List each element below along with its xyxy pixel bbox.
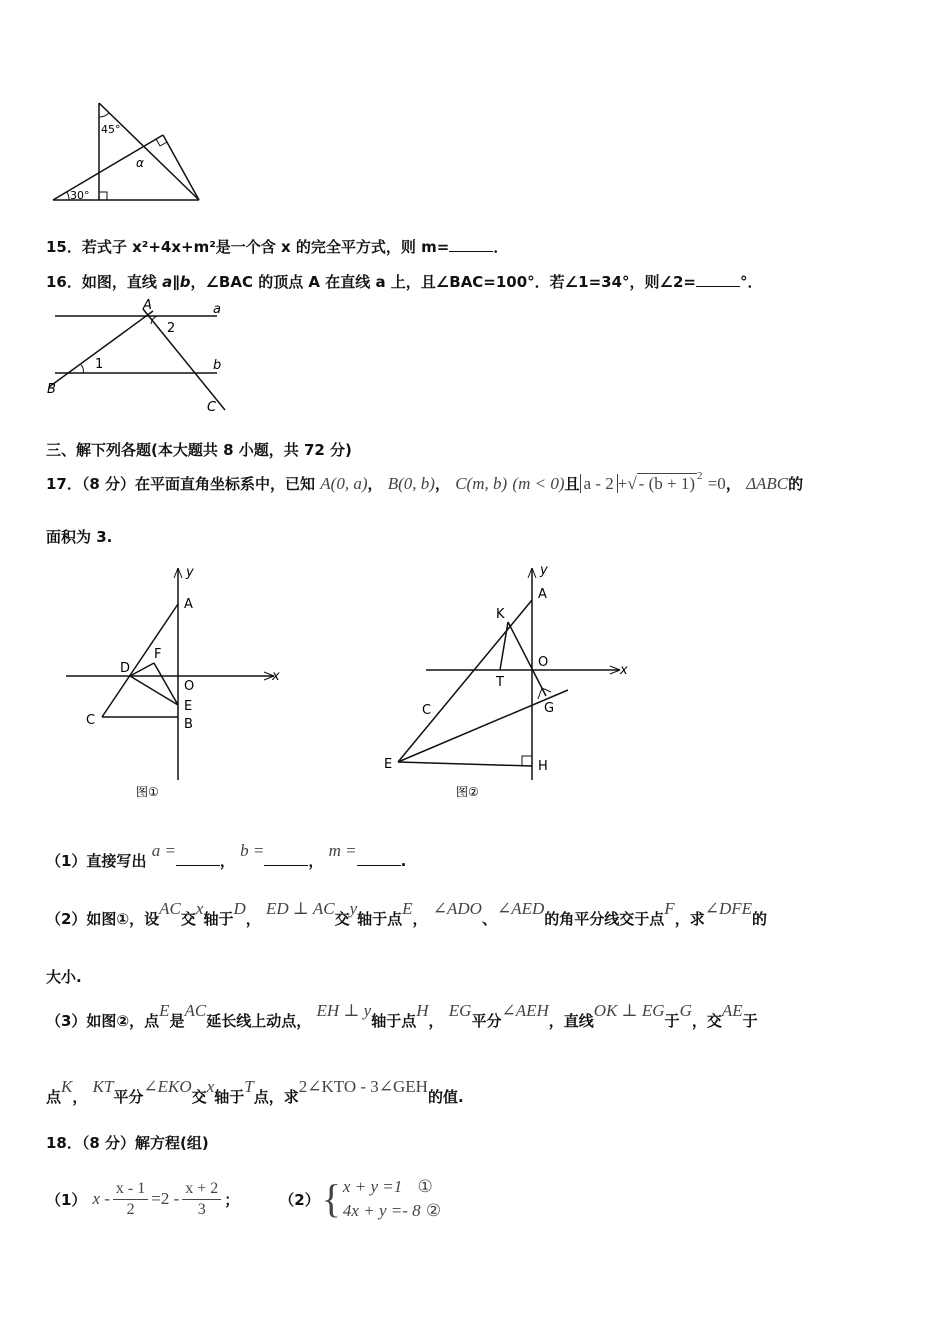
fig1-E: E — [184, 699, 193, 714]
question-18-equations: （1） x - $\frac{x - 1}{2}$ =2 - $\frac{x + 2}{3}$ ； （2） { x + y =1 ① 4x + y =- 8 ② — [46, 1176, 442, 1221]
fraction-2: $\frac{x + 2}{3}$ — [182, 1179, 221, 1220]
section-3-title: 三、解下列各题(本大题共 8 小题，共 72 分) — [46, 441, 352, 459]
fig2-x: x — [620, 663, 628, 678]
label-B: B — [47, 382, 56, 397]
question-18-title: 18．（8 分）解方程(组) — [46, 1134, 209, 1152]
equation-system: x + y =1 ① 4x + y =- 8 ② — [342, 1177, 442, 1220]
fig2-caption: 图② — [456, 785, 479, 799]
parallel-lines-figure — [45, 295, 245, 420]
label-alpha: α — [136, 156, 144, 170]
label-30: 30° — [70, 189, 90, 202]
fig1-O: O — [184, 679, 195, 694]
fig1-y: y — [186, 565, 194, 580]
fig1-x: x — [272, 669, 280, 684]
fig1-C: C — [86, 713, 96, 728]
question-16: 16．如图，直线 a∥b，∠BAC 的顶点 A 在直线 a 上，且∠BAC=100°．若∠1=34°，则∠2= °． — [46, 273, 763, 291]
fig2-C: C — [422, 703, 432, 718]
label-45: 45° — [101, 123, 121, 136]
question-17: 17．（8 分）在平面直角坐标系中，已知 A(0, a)， B(0, b)， C(m, b) (m < 0)且 a - 2 +√ - (b + 1) $^2$ =0， ΔABC的 — [46, 470, 804, 493]
fig2-K: K — [496, 607, 505, 622]
part-3: （3）如图②，点E是AC延长线上动点， EH ⊥ y轴于点H， EG平分∠AEH，直线OK ⊥ EG于G，交AE于 — [46, 1001, 758, 1030]
fig1-F: F — [154, 647, 162, 662]
label-a: a — [213, 302, 221, 317]
part-2-line2: 大小. — [46, 968, 82, 986]
label-A: A — [143, 298, 152, 313]
system-brace: { — [321, 1176, 341, 1221]
label-2: 2 — [167, 321, 176, 336]
question-15: 15．若式子 x²+4x+m²是一个含 x 的完全平方式，则 m= ． — [46, 238, 509, 256]
fig1-A: A — [184, 597, 193, 612]
blank-m — [357, 851, 401, 866]
part-3-line2: 点K， KT平分∠EKO交x轴于T点，求2∠KTO - 3∠GEH的值. — [46, 1077, 464, 1106]
answer-blank — [449, 237, 493, 252]
blank-a — [176, 851, 220, 866]
fig2-G: G — [544, 701, 555, 716]
label-b: b — [213, 358, 222, 373]
figure-1 — [60, 560, 290, 805]
question-17-line2: 面积为 3. — [46, 528, 113, 546]
blank-b — [264, 851, 308, 866]
part-1: （1）直接写出 a =， b =， m =. — [46, 841, 407, 870]
label-1: 1 — [95, 357, 104, 372]
fig2-A: A — [538, 587, 547, 602]
fig1-B: B — [184, 717, 193, 732]
fraction-1: $\frac{x - 1}{2}$ — [113, 1179, 148, 1220]
top-triangle-figure — [45, 95, 215, 210]
fig2-T: T — [496, 675, 504, 690]
figure-2 — [380, 560, 640, 805]
fig1-caption: 图① — [136, 785, 159, 799]
fig1-D: D — [120, 661, 131, 676]
answer-blank — [696, 272, 740, 287]
fig2-H: H — [538, 759, 548, 774]
fig2-E: E — [384, 757, 393, 772]
label-C: C — [207, 400, 217, 415]
part-2: （2）如图①，设AC交x轴于D， ED ⊥ AC交y轴于点E， ∠ADO、∠AED的角平分线交于点F，求∠DFE的 — [46, 899, 768, 928]
fig2-O: O — [538, 655, 549, 670]
fig2-y: y — [540, 563, 548, 578]
